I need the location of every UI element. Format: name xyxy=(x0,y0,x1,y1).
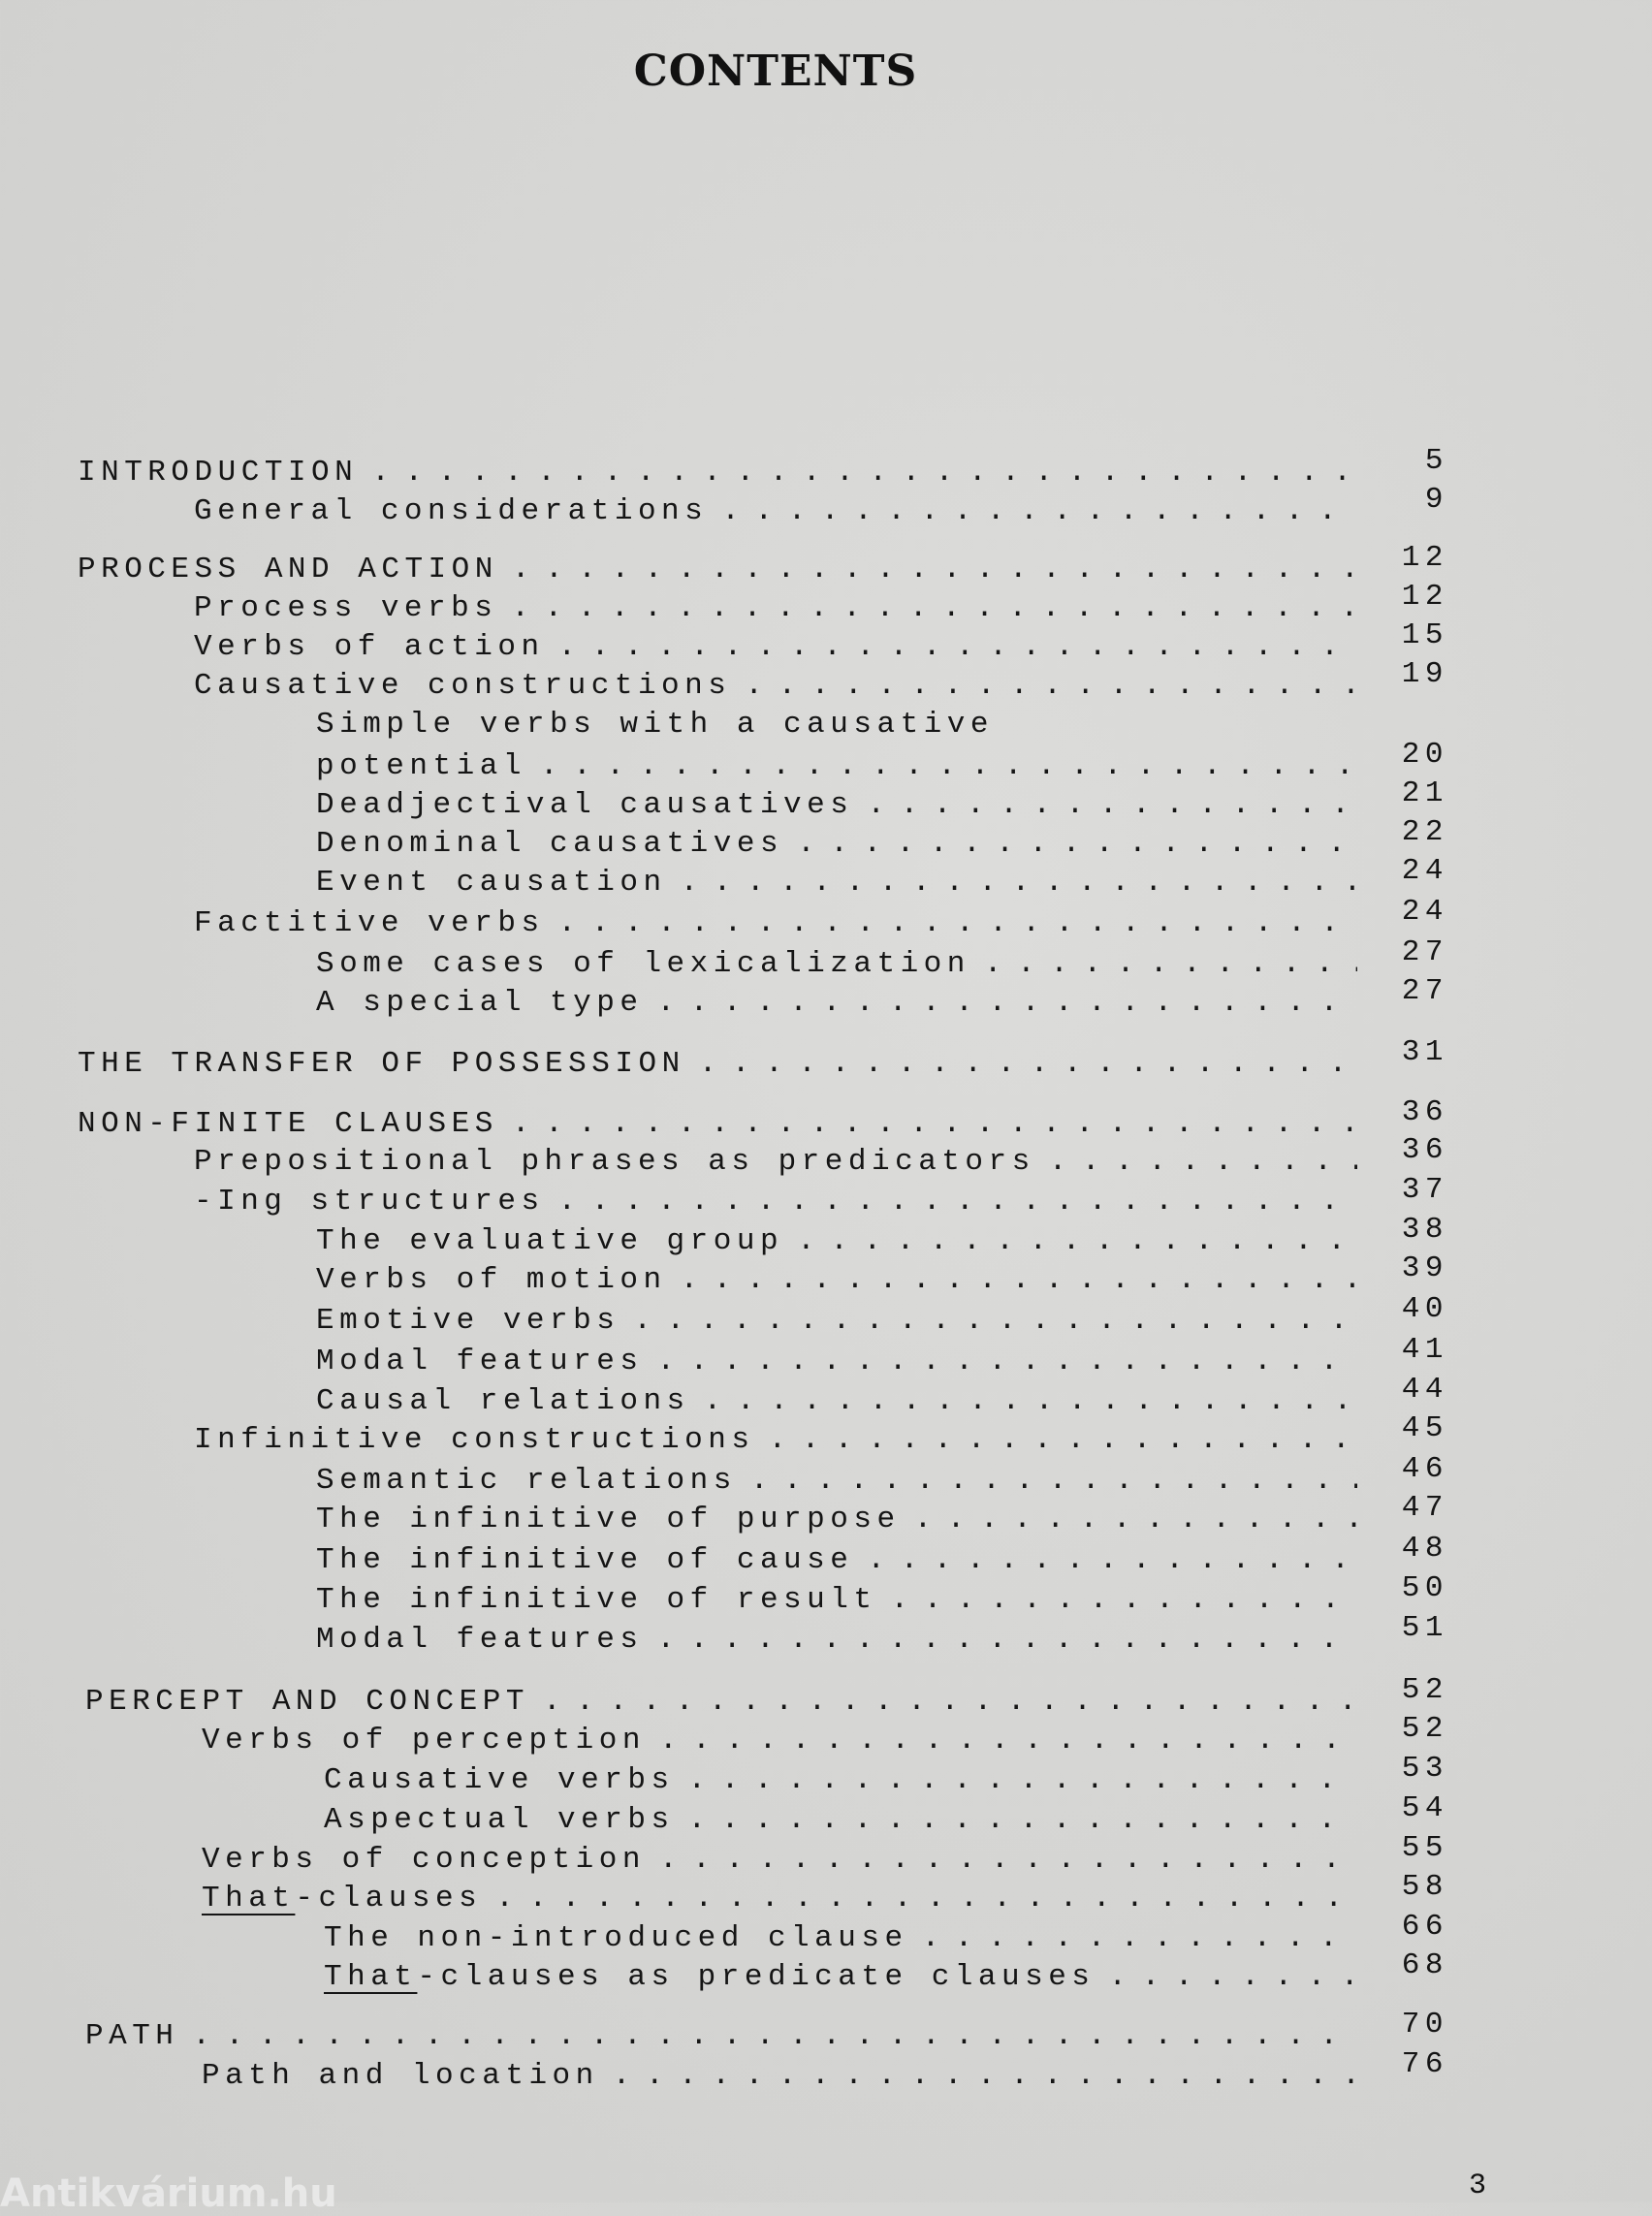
toc-entry-title xyxy=(78,1107,498,1141)
toc-entry-title xyxy=(316,1345,643,1378)
toc-entry-title xyxy=(316,1583,876,1617)
dot-leader xyxy=(511,591,1357,625)
toc-entry-text: Semantic relations xyxy=(316,1464,737,1498)
dot-leader xyxy=(659,1724,1357,1757)
toc-entry-title xyxy=(316,1543,853,1577)
toc-entry-text: Causal relations xyxy=(316,1384,690,1418)
toc-entry-text: The infinitive of result xyxy=(316,1583,877,1617)
toc-entry-text: Infinitive constructions xyxy=(194,1423,755,1457)
toc-entry-title xyxy=(316,1263,667,1297)
toc-entry-text: Verbs of motion xyxy=(316,1263,667,1297)
toc-entry xyxy=(0,1035,1652,1086)
dot-leader xyxy=(512,553,1357,586)
toc-entry-text: Prepositional phrases as predicators xyxy=(194,1145,1035,1179)
toc-entry-title xyxy=(316,947,970,981)
toc-entry-text: The infinitive of purpose xyxy=(316,1503,901,1536)
toc-entry-text: -clauses xyxy=(295,1882,483,1915)
toc-entry-title xyxy=(316,986,643,1020)
toc-entry-text: PATH xyxy=(85,2019,179,2053)
toc-entry xyxy=(0,974,1652,1025)
dot-leader xyxy=(704,1384,1357,1418)
toc-entry-text: Event causation xyxy=(316,866,667,900)
dot-leader xyxy=(721,494,1357,528)
toc-entry-title xyxy=(202,1843,646,1877)
dot-leader xyxy=(914,1503,1357,1536)
toc-page-number: 22 xyxy=(1401,815,1448,849)
toc-page-number: 12 xyxy=(1401,541,1448,575)
toc-page-number: 68 xyxy=(1401,1948,1448,1982)
toc-page-number: 36 xyxy=(1401,1133,1448,1167)
dot-leader xyxy=(540,749,1357,783)
toc-page-number: 20 xyxy=(1401,738,1448,772)
toc-entry-title xyxy=(316,1464,737,1498)
dot-leader xyxy=(750,1464,1357,1498)
toc-page-number: 37 xyxy=(1401,1173,1448,1207)
toc-page-number: 41 xyxy=(1401,1333,1448,1367)
toc-entry-title xyxy=(194,1145,1035,1179)
toc-entry-text: PROCESS AND ACTION xyxy=(78,553,498,586)
watermark: Antikvárium.hu xyxy=(0,2171,337,2216)
toc-page-number: 76 xyxy=(1401,2047,1448,2081)
toc-entry-title xyxy=(324,1960,1095,1994)
toc-entry-title xyxy=(202,2059,599,2093)
toc-entry-text: General considerations xyxy=(194,494,709,528)
dot-leader xyxy=(656,986,1357,1020)
dot-leader xyxy=(1108,1960,1357,1994)
toc-entry-text: Modal features xyxy=(316,1345,644,1378)
toc-entry-text: NON-FINITE CLAUSES xyxy=(78,1107,498,1141)
dot-leader xyxy=(512,1107,1357,1141)
dot-leader xyxy=(543,1685,1357,1719)
toc-entry-text: Verbs of conception xyxy=(202,1843,646,1877)
toc-page-number: 46 xyxy=(1401,1452,1448,1486)
toc-entry-text: A special type xyxy=(316,986,644,1020)
toc-page-number: 5 xyxy=(1424,444,1448,478)
toc-page-number: 45 xyxy=(1401,1411,1448,1445)
toc-page-number: 47 xyxy=(1401,1491,1448,1525)
toc-entry-title xyxy=(316,1623,643,1657)
toc-entry-title xyxy=(194,1423,754,1457)
toc-entry-title xyxy=(78,1047,685,1081)
toc-entry-title xyxy=(316,1503,901,1536)
toc-page-number: 15 xyxy=(1401,618,1448,652)
toc-page-number: 39 xyxy=(1401,1251,1448,1285)
toc-page-number: 12 xyxy=(1401,580,1448,614)
toc-entry-title xyxy=(194,494,708,528)
toc-entry-text: Simple verbs with a causative xyxy=(316,708,994,742)
toc-page-number: 54 xyxy=(1401,1791,1448,1825)
toc-entry-text: Process verbs xyxy=(194,591,498,625)
toc-page-number: 48 xyxy=(1401,1532,1448,1566)
toc-page-number: 53 xyxy=(1401,1752,1448,1786)
toc-entry-title xyxy=(324,1763,675,1797)
dot-leader xyxy=(745,669,1357,703)
toc-page-number: 24 xyxy=(1401,854,1448,888)
toc-page-number: 27 xyxy=(1401,974,1448,1008)
toc-entry-title xyxy=(316,788,853,822)
dot-leader xyxy=(656,1345,1357,1378)
toc-entry-text: Verbs of action xyxy=(194,630,545,664)
dot-leader xyxy=(890,1583,1357,1617)
toc-entry xyxy=(0,483,1652,533)
dot-leader xyxy=(1049,1145,1357,1179)
toc-page-number: 38 xyxy=(1401,1213,1448,1247)
toc-entry-title xyxy=(194,906,545,940)
toc-entry-title xyxy=(324,1921,908,1955)
dot-leader xyxy=(797,827,1357,861)
dot-leader xyxy=(768,1423,1357,1457)
toc-entry-text: INTRODUCTION xyxy=(78,456,359,490)
dot-leader xyxy=(659,1843,1357,1877)
dot-leader xyxy=(633,1304,1357,1338)
page-title: CONTENTS xyxy=(633,47,918,96)
toc-entry-title xyxy=(194,669,731,703)
toc-entry-title xyxy=(324,1803,675,1837)
toc-entry-text: Some cases of lexicalization xyxy=(316,947,970,981)
toc-entry xyxy=(0,657,1652,708)
toc-page-number: 50 xyxy=(1401,1571,1448,1605)
toc-entry-title xyxy=(194,591,497,625)
dot-leader xyxy=(867,788,1357,822)
dot-leader xyxy=(688,1763,1357,1797)
toc-page-number: 52 xyxy=(1401,1673,1448,1707)
toc-page-number: 9 xyxy=(1424,483,1448,517)
toc-entry-text: -clauses as predicate clauses xyxy=(417,1960,1096,1994)
toc-entry-text: The evaluative group xyxy=(316,1224,784,1258)
toc-page-number: 40 xyxy=(1401,1292,1448,1326)
dot-leader xyxy=(371,456,1357,490)
toc-entry-title xyxy=(78,456,358,490)
dot-leader xyxy=(495,1882,1357,1915)
underlined-word: That xyxy=(202,1882,296,1915)
dot-leader xyxy=(681,866,1357,900)
toc-entry-text: The non-introduced clause xyxy=(324,1921,908,1955)
underlined-word: That xyxy=(324,1960,418,1994)
toc-page-number: 21 xyxy=(1401,776,1448,810)
toc-entry-text: Modal features xyxy=(316,1623,644,1657)
toc-page-number: 70 xyxy=(1401,2008,1448,2042)
toc-page-number: 66 xyxy=(1401,1910,1448,1944)
toc-entry-title xyxy=(85,2019,178,2053)
toc-entry-title xyxy=(316,1384,690,1418)
dot-leader xyxy=(558,630,1357,664)
toc-entry-title xyxy=(85,1685,529,1719)
toc-page-number: 24 xyxy=(1401,895,1448,929)
toc-page-number: 31 xyxy=(1401,1035,1448,1069)
dot-leader xyxy=(656,1623,1357,1657)
toc-entry-title xyxy=(316,1304,620,1338)
toc-entry-title xyxy=(316,1224,783,1258)
toc-entry-title xyxy=(316,749,526,783)
toc-entry-text: Verbs of perception xyxy=(202,1724,646,1757)
toc-entry xyxy=(0,2047,1652,2098)
toc-entry-text: Causative constructions xyxy=(194,669,732,703)
toc-page-number: 44 xyxy=(1401,1373,1448,1407)
toc-entry-text: Causative verbs xyxy=(324,1763,675,1797)
dot-leader xyxy=(922,1921,1357,1955)
toc-page-number: 52 xyxy=(1401,1712,1448,1746)
toc-entry-text: -Ing structures xyxy=(194,1185,545,1219)
toc-page-number: 19 xyxy=(1401,657,1448,691)
dot-leader xyxy=(984,947,1357,981)
toc-entry-title xyxy=(78,553,498,586)
toc-entry-text: Deadjectival causatives xyxy=(316,788,854,822)
toc-page-number: 51 xyxy=(1401,1611,1448,1645)
toc-entry-title xyxy=(316,708,994,742)
toc-entry-text: Path and location xyxy=(202,2059,599,2093)
toc-entry-text: The infinitive of cause xyxy=(316,1543,854,1577)
page-number: 3 xyxy=(1469,2169,1487,2202)
toc-entry-title xyxy=(316,866,667,900)
dot-leader xyxy=(558,1185,1357,1219)
dot-leader xyxy=(699,1047,1357,1081)
toc-entry-title xyxy=(202,1882,482,1915)
toc-entry-title xyxy=(194,1185,545,1219)
toc-entry-text: potential xyxy=(316,749,526,783)
toc-entry-text: Aspectual verbs xyxy=(324,1803,675,1837)
dot-leader xyxy=(867,1543,1357,1577)
dot-leader xyxy=(681,1263,1357,1297)
toc-entry xyxy=(0,1948,1652,1999)
toc-page-number: 55 xyxy=(1401,1831,1448,1865)
toc-entry-title xyxy=(194,630,545,664)
dot-leader xyxy=(192,2019,1357,2053)
toc-entry xyxy=(0,1611,1652,1662)
toc-entry-title xyxy=(202,1724,646,1757)
toc-page-number: 58 xyxy=(1401,1870,1448,1904)
toc-entry-text: Denominal causatives xyxy=(316,827,784,861)
dot-leader xyxy=(797,1224,1357,1258)
dot-leader xyxy=(558,906,1357,940)
toc-entry-text: THE TRANSFER OF POSSESSION xyxy=(78,1047,685,1081)
toc-entry-text: Factitive verbs xyxy=(194,906,545,940)
toc-entry-text: PERCEPT AND CONCEPT xyxy=(85,1685,529,1719)
toc-entry-title xyxy=(316,827,783,861)
toc-page-number: 36 xyxy=(1401,1095,1448,1129)
toc-entry-text: Emotive verbs xyxy=(316,1304,620,1338)
toc-page-number: 27 xyxy=(1401,935,1448,969)
dot-leader xyxy=(613,2059,1357,2093)
dot-leader xyxy=(688,1803,1357,1837)
